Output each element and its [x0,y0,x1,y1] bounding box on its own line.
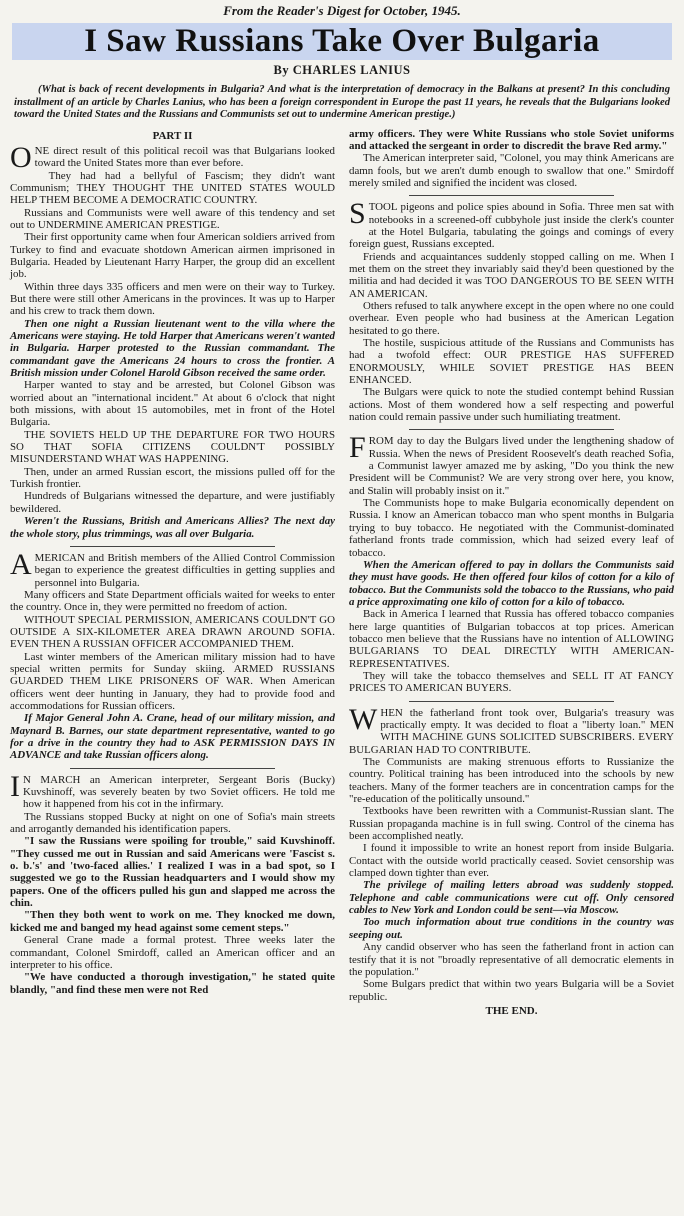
lead-text: N MARCH an American interpreter, Sergeant Boris (Bucky) Kuvshinoff, was severely beaten by two Soviet officers. He told me how it happened from his cot in the infirmary. [23,773,335,811]
paragraph: Textbooks have been rewritten with a Communist-Russian slant. The Russian propaganda machine is in full swing. Control of the cinema has been accomplished neatly. [349,805,674,843]
paragraph: The Communists hope to make Bulgaria economically dependent on Russia. I know an American tobacco man who spent months in Bulgaria trying to buy tobacco. He negotiated with the Communist-dominated fatherland fronts trade commission, which had seized every leaf of tobacco. [349,497,674,559]
section-divider [409,701,614,702]
drop-cap: O [10,140,32,174]
paragraph: They had had a bellyful of Fascism; they didn't want Communism; THEY THOUGHT THE UNITED STATES WOULD HELP THEM BECOME A DEMOCRATIC COUNTRY. [10,169,335,207]
section-divider [409,429,614,430]
drop-cap: F [349,431,366,465]
section-divider [70,768,275,769]
paragraph: The hostile, suspicious attitude of the Russians and Communists has had a twofold effect: OUR PRESTIGE HAS SUFFERED ENORMOUSLY, WHILE SOVIET PRESTIGE HAS BEEN ENHANCED. [349,337,674,387]
paragraph: "We have conducted a thorough investigation," he stated quite blandly, "and find these men were not Red [10,971,335,996]
lead-text: MERICAN and British members of the Allied Control Commission began to experience the greatest difficulties in getting supplies and personnel into Bulgaria. [34,551,335,589]
paragraph: THE SOVIETS HELD UP THE DEPARTURE FOR TWO HOURS SO THAT SOFIA CITIZENS COULDN'T POSSIBLY MISUNDERSTAND WHAT WAS HAPPENING. [10,428,335,466]
paragraph: The Communists are making strenuous efforts to Russianize the country. Political training has been introduced into the schools by new teachers. Many of the former teachers are in concentration camps for the "re-education of the politically unsound." [349,756,674,806]
section-3-lead [10,769,335,811]
paragraph: Some Bulgars predict that within two years Bulgaria will be a Soviet republic. [349,978,674,1003]
paragraph: I found it impossible to write an honest report from inside Bulgaria. Contact with the outside world practically ceased. Soviet censorship was clamped down tighter than ever. [349,842,674,880]
paragraph: Any candid observer who has seen the fatherland front in action can testify that it is not "broadly representative of all democratic elements in the population." [349,941,674,978]
drop-cap: A [10,547,32,581]
section-divider [409,195,614,196]
paragraph: The privilege of mailing letters abroad was suddenly stopped. Telephone and cable communications were cut off. Only censored cables to New York and London could be sent—via Moscow. [349,879,674,917]
section-4-lead [349,197,674,251]
section-divider [70,546,275,547]
paragraph: They will take the tobacco themselves and SELL IT AT FANCY PRICES TO AMERICAN BUYERS. [349,669,674,695]
paragraph: Then one night a Russian lieutenant went to the villa where the Americans were staying. He told Harper that Americans weren't wanted in Bulgaria. Harper protested to the Russian commandant. The commandant gave the Americans 24 hours to cross the frontier. A British mission under Colonel Harold Gibson received the same order. [10,317,335,380]
left-column [10,128,335,1018]
paragraph: The American interpreter said, "Colonel, you may think Americans are damn fools, but we aren't dumb enough to swallow that one." Smirdoff merely smiled and signified the incident was closed. [349,152,674,189]
source-line: From the Reader's Digest for October, 1945. [223,3,461,18]
lead-text: NE direct result of this political recoil was that Bulgarians looked toward the United States more than ever before. [34,144,335,170]
paragraph: The Bulgars were quick to note the studied contempt behind Russian actions. Most of them wondered how a self respecting and powerful nation could remain passive under such humiliating treatment. [349,386,674,424]
lead-text: HEN the fatherland front took over, Bulgaria's treasury was practically empty. It was decided to float a "liberty loan." MEN WITH MACHINE GUNS SOLICITED SUBSCRIBERS. EVERY BULGARIAN HAD TO CONTRIBUTE. [349,706,674,756]
drop-cap: S [349,197,366,231]
lead-text: TOOL pigeons and police spies abound in Sofia. Three men sat with notebooks in a screened-off cubbyhole just inside the clerk's counter at the Hotel Bulgaria, tabulating the goings and comings of every foreign guest, Russians excepted. [349,201,674,251]
right-column [349,128,674,1018]
section-6-lead [349,702,674,756]
paragraph: General Crane made a formal protest. Three weeks later the commandant, Colonel Smirdoff, called an American officer and an interpreter to his office. [10,934,335,971]
drop-cap: I [10,769,20,803]
paragraph: "Then they both went to work on me. They knocked me down, kicked me and banged my head against some cement steps." [10,909,335,934]
paragraph: Then, under an armed Russian escort, the missions pulled off for the Turkish frontier. [10,465,335,491]
paragraph: army officers. They were White Russians who stole Soviet uniforms and attacked the sergeant in order to discredit the brave Red army." [349,127,674,152]
intro-paragraph: (What is back of recent developments in Bulgaria? And what is the interpretation of democracy in the Balkans at present? In this concluding installment of an article by Charles Lanius, who has been a foreign correspondent in Europe the past 11 years, he reveals that the Bulgarians looked toward the United States and the Russians and Communists set out to undermine American prestige.) [14,84,670,120]
paragraph: Russians and Communists were well aware of this tendency and set out to UNDERMINE AMERICAN PRESTIGE. [10,206,335,231]
paragraph: If Major General John A. Crane, head of our military mission, and Maynard B. Barnes, our state department representative, wanted to go for a drive in the country they had to ASK PERMISSION DAYS IN ADVANCE and take Russian officers along. [10,712,335,762]
paragraph: Others refused to talk anywhere except in the open where no one could overhear. Even people who had business at the American Legation hesitated to go there. [349,299,674,337]
section-1-lead [10,140,335,174]
paragraph: The Russians stopped Bucky at night on one of Sofia's main streets and arrogantly demanded his identification papers. [10,810,335,836]
lead-text: ROM day to day the Bulgars lived under the lengthening shadow of Russia. When the news of President Roosevelt's death reached Sofia, a Communist lawyer amazed me by asking, "Do you think the new President will be Communist? We are very strong over here, you know, and Stalin will probably insist on it." [349,435,674,497]
part-heading: PART II [152,129,193,142]
paragraph: Friends and acquaintances suddenly stopped calling on me. When I met them on the street they invariably said they'd been questioned by the militia and had decided it was TOO DANGEROUS TO BE SEEN WITH AN AMERICAN. [349,250,674,300]
the-end: THE END. [485,1004,538,1017]
paragraph: Hundreds of Bulgarians witnessed the departure, and were justifiably bewildered. [10,490,335,515]
headline: I Saw Russians Take Over Bulgaria [12,23,672,60]
paragraph: Within three days 335 officers and men were on their way to Turkey. But there were still other Americans in the provinces. It was up to Harper and his crew to track them down. [10,280,335,318]
paragraph: Last winter members of the American military mission had to have special written permits for Sunday skiing. ARMED RUSSIANS GUARDED THEM LIKE PRISONERS OF WAR. When American officers went deer hunting in January, they had to provide food and accommodations for Russian officers. [10,650,335,712]
paragraph: Too much information about true conditions in the country was seeping out. [349,916,674,941]
paragraph: Back in America I learned that Russia has offered tobacco companies here large quantities of Bulgarian tobaccos at top prices. American tobacco men believe that the Russians have no intention of ALLOWING BULGARIANS TO DEAL DIRECTLY WITH AMERICAN-REPRESENTATIVES. [349,608,674,670]
section-2-lead [10,547,335,589]
article-columns [10,128,674,1018]
paragraph: Many officers and State Department officials waited for weeks to enter the country. Once in, they were permitted no freedom of action. [10,588,335,614]
byline: By CHARLES LANIUS [273,63,411,77]
drop-cap: W [349,702,378,736]
section-5-lead [349,431,674,497]
paragraph: WITHOUT SPECIAL PERMISSION, AMERICANS COULDN'T GO OUTSIDE A SIX-KILOMETER AREA DRAWN AROUND SOFIA. EVEN THEN A RUSSIAN OFFICER ACCOMPANIED THEM. [10,613,335,651]
article-page [0,3,684,1216]
paragraph: When the American offered to pay in dollars the Communists said they must have goods. He then offered four kilos of cotton for a kilo of tobacco. But the Communists sold the tobacco to the Russians, who paid a price approximating one kilo of cotton for a kilo of tobacco. [349,558,674,608]
paragraph: Their first opportunity came when four American soldiers arrived from Turkey to find and evacuate shotdown American airmen imprisoned in Bulgaria. Headed by Lieutenant Harry Harper, the group did an excellent job. [10,231,335,281]
paragraph: Harper wanted to stay and be arrested, but Colonel Gibson was worried about an "international incident." At about 6 o'clock that night both missions, with about 15 automobiles, met in front of the Hotel Bulgaria. [10,379,335,429]
paragraph: "I saw the Russians were spoiling for trouble," said Kuvshinoff. "They cussed me out in Russian and said Americans were 'Fascist s. o. b.'s' and 'two-faced allies.' I realized I was in a bad spot, so I suggested we go to the Russian headquarters and I would show my papers. One of the officers pulled his gun and slapped me across the chin. [10,835,335,910]
paragraph: Weren't the Russians, British and Americans Allies? The next day the whole story, plus trimmings, was all over Bulgaria. [10,515,335,540]
